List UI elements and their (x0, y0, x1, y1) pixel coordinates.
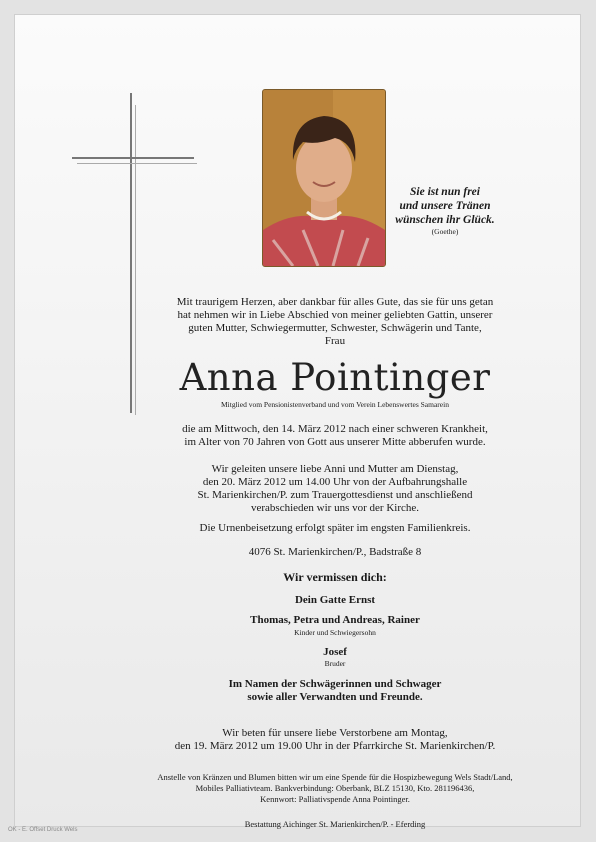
mourners-heading: Wir vermissen dich: (283, 570, 387, 584)
mourner-brother-role: Bruder (324, 659, 346, 668)
funeral-line-3: St. Marienkirchen/P. zum Trauergottesdienst und anschließend (197, 489, 473, 501)
intro-text (135, 296, 535, 348)
mourner-husband: Dein Gatte Ernst (294, 594, 376, 606)
quote-line-1: Sie ist nun frei (410, 186, 480, 198)
portrait-illustration (263, 90, 385, 266)
mourner-brother: Josef (323, 646, 347, 658)
funeral-line-2: den 20. März 2012 um 14.00 Uhr von der Aufbahrungshalle (202, 476, 468, 488)
donation-request (125, 772, 545, 805)
intro-line-3: guten Mutter, Schwiegermutter, Schwester, Schwägerin und Tante, (188, 322, 482, 334)
intro-line-4: Frau (324, 335, 346, 347)
funeral-line-4: verabschieden wir uns vor der Kirche. (251, 502, 419, 514)
quote-source: (Goethe) (431, 227, 459, 236)
goethe-quote (385, 185, 505, 237)
prayer-notice (135, 727, 535, 753)
prayer-line-2: den 19. März 2012 um 19.00 Uhr in der Pfarrkirche St. Marienkirchen/P. (174, 740, 496, 752)
family-address: 4076 St. Marienkirchen/P., Badstraße 8 (248, 546, 422, 558)
death-line-1: die am Mittwoch, den 14. März 2012 nach einer schweren Krankheit, (182, 423, 488, 435)
membership-note: Mitglied vom Pensionistenverband und vom Verein Lebenswertes Samarein (221, 400, 449, 409)
donation-line-2: Mobiles Palliativteam. Bankverbindung: Oberbank, BLZ 15130, Kto. 281196436, (195, 783, 475, 793)
funeral-line-1: Wir geleiten unsere liebe Anni und Mutter am Dienstag, (211, 463, 459, 475)
prayer-line-1: Wir beten für unsere liebe Verstorbene am Montag, (222, 727, 448, 739)
cross-horizontal-bar (72, 157, 194, 159)
portrait-photo (262, 89, 386, 267)
mourner-children-role: Kinder und Schwiegersohn (294, 628, 376, 637)
cross-vertical-bar (130, 93, 132, 413)
quote-line-3: wünschen ihr Glück. (395, 214, 495, 226)
intro-line-2: hat nehmen wir in Liebe Abschied von meiner geliebten Gattin, unserer (177, 309, 493, 321)
others-line-2: sowie aller Verwandten und Freunde. (247, 691, 423, 703)
cross-horizontal-shadow (77, 163, 197, 164)
donation-line-3: Kennwort: Palliativspende Anna Pointinger. (260, 794, 410, 804)
death-notice (135, 423, 535, 449)
obituary-card (14, 14, 581, 827)
mourner-children: Thomas, Petra und Andreas, Rainer (250, 614, 420, 626)
funeral-details (135, 463, 535, 515)
others-line-1: Im Namen der Schwägerinnen und Schwager (228, 678, 442, 690)
mourners-others (135, 678, 535, 704)
death-line-2: im Alter von 70 Jahren von Gott aus unserer Mitte abberufen wurde. (184, 436, 486, 448)
undertaker-credit: Bestattung Aichinger St. Marienkirchen/P. - Eferding (244, 819, 426, 829)
intro-line-1: Mit traurigem Herzen, aber dankbar für alles Gute, das sie für uns getan (176, 296, 494, 308)
deceased-name: Anna Pointinger (179, 356, 491, 399)
quote-line-2: und unsere Tränen (399, 200, 491, 212)
printer-code: OK - E. Offset Druck Wels (8, 827, 78, 833)
urn-burial-note: Die Urnenbeisetzung erfolgt später im engsten Familienkreis. (199, 522, 471, 534)
cross-vertical-shadow (135, 105, 136, 415)
donation-line-1: Anstelle von Kränzen und Blumen bitten wir um eine Spende für die Hospizbewegung Wels Stadt/Land, (157, 772, 513, 782)
